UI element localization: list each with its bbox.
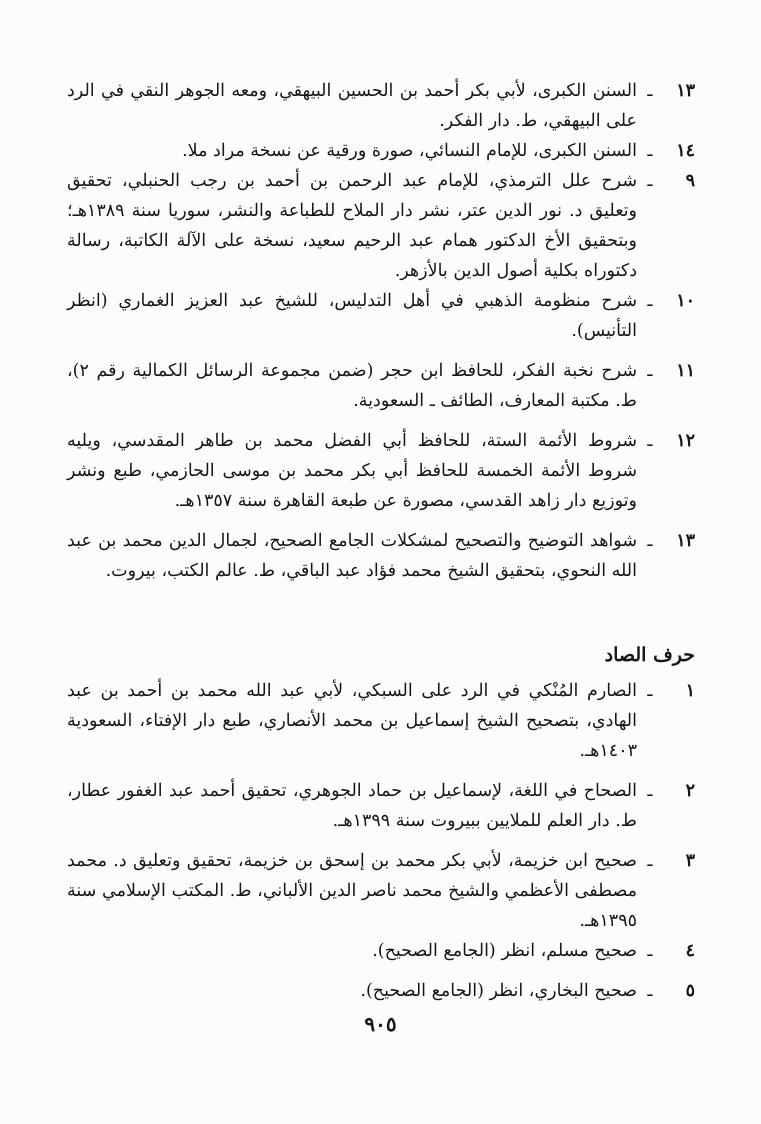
entry-number: ١٢	[676, 431, 695, 451]
entry-dash: ـ	[647, 981, 653, 1001]
entry-text: شرح منظومة الذهبي في أهل التدليس، للشيخ عبد العزيز الغماري (انظر التأنيس).	[67, 291, 637, 341]
entry-text: الصارم المُنْكي في الرد على السبكي، لأبي عبد الله محمد بن أحمد بن عبد الهادي، بتصحيح الشيخ إسماعيل بن محمد الأنصاري، طبع دار الإفتاء، السعودية ١٤٠٣هـ.	[67, 681, 637, 761]
bibliography-list-sad	[67, 676, 695, 1006]
entry-dash: ـ	[647, 361, 653, 381]
entry-dash: ـ	[647, 781, 653, 801]
bibliography-entry	[67, 286, 695, 346]
entry-number: ٣	[685, 851, 695, 871]
entry-number: ٥	[685, 981, 695, 1001]
entry-dash: ـ	[647, 681, 653, 701]
bibliography-entry	[67, 526, 695, 586]
bibliography-entry	[67, 76, 695, 136]
entry-number: ١٣	[676, 531, 695, 551]
bibliography-entry	[67, 936, 695, 966]
entry-text: شرح نخبة الفكر، للحافظ ابن حجر (ضمن مجموعة الرسائل الكمالية رقم ٢)، ط. مكتبة المعارف، الطائف ـ السعودية.	[67, 361, 637, 411]
entry-dash: ـ	[647, 141, 653, 161]
entry-dash: ـ	[647, 851, 653, 871]
entry-dash: ـ	[647, 171, 653, 191]
section-heading: حرف الصاد	[604, 644, 695, 666]
bibliography-entry	[67, 776, 695, 836]
entry-dash: ـ	[647, 291, 653, 311]
entry-number: ٩	[685, 171, 695, 191]
entry-number: ١٠	[676, 291, 695, 311]
entry-number: ٤	[685, 941, 695, 961]
bibliography-entry	[67, 136, 695, 166]
entry-number: ١٤	[676, 141, 695, 161]
entry-number: ١	[685, 681, 695, 701]
entry-text: صحيح مسلم، انظر (الجامع الصحيح).	[372, 941, 637, 961]
page-number: ٩٠٥	[364, 1012, 397, 1036]
entry-text: الصحاح في اللغة، لإسماعيل بن حماد الجوهري، تحقيق أحمد عبد الغفور عطار، ط. دار العلم للملايين ببيروت سنة ١٣٩٩هـ.	[67, 781, 637, 831]
bibliography-list-shin	[67, 76, 695, 586]
entry-dash: ـ	[647, 531, 653, 551]
entry-number: ١٣	[676, 81, 695, 101]
entry-text: شروط الأئمة الستة، للحافظ أبي الفضل محمد بن طاهر المقدسي، ويليه شروط الأئمة الخمسة للحافظ أبي بكر محمد بن موسى الحازمي، طبع ونشر وتوزيع دار زاهد القدسي، مصورة عن طبعة القاهرة سنة ١٣٥٧هـ.	[67, 431, 637, 511]
entry-dash: ـ	[647, 81, 653, 101]
bibliography-entry	[67, 356, 695, 416]
entry-dash: ـ	[647, 941, 653, 961]
entry-text: صحيح ابن خزيمة، لأبي بكر محمد بن إسحق بن خزيمة، تحقيق وتعليق د. محمد مصطفى الأعظمي والشيخ محمد ناصر الدين الألباني، ط. المكتب الإسلامي سنة ١٣٩٥هـ.	[67, 851, 637, 931]
entry-text: السنن الكبرى، لأبي بكر أحمد بن الحسين البيهقي، ومعه الجوهر النقي في الرد على البيهقي، ط. دار الفكر.	[67, 81, 637, 131]
bibliography-entry	[67, 976, 695, 1006]
entry-number: ١١	[676, 361, 695, 381]
entry-text: شواهد التوضيح والتصحيح لمشكلات الجامع الصحيح، لجمال الدين محمد بن عبد الله النحوي، بتحقيق الشيخ محمد فؤاد عبد الباقي، ط. عالم الكتب، بيروت.	[67, 531, 637, 581]
entry-dash: ـ	[647, 431, 653, 451]
bibliography-entry	[67, 846, 695, 936]
entry-text: صحيح البخاري، انظر (الجامع الصحيح).	[360, 981, 637, 1001]
entry-text: السنن الكبرى، للإمام النسائي، صورة ورقية عن نسخة مراد ملا.	[182, 141, 637, 161]
bibliography-entry	[67, 676, 695, 766]
entry-text: شرح علل الترمذي، للإمام عبد الرحمن بن أحمد بن رجب الحنبلي، تحقيق وتعليق د. نور الدين عتر، نشر دار الملاح للطباعة والنشر، سوريا سنة ١٣٨٩هـ؛ وبتحقيق الأخ الدكتور همام عبد الرحيم سعيد، نسخة على الآلة الكاتبة، رسالة دكتوراه بكلية أصول الدين بالأزهر.	[67, 171, 637, 281]
entry-number: ٢	[685, 781, 695, 801]
bibliography-entry	[67, 426, 695, 516]
bibliography-entry	[67, 166, 695, 286]
